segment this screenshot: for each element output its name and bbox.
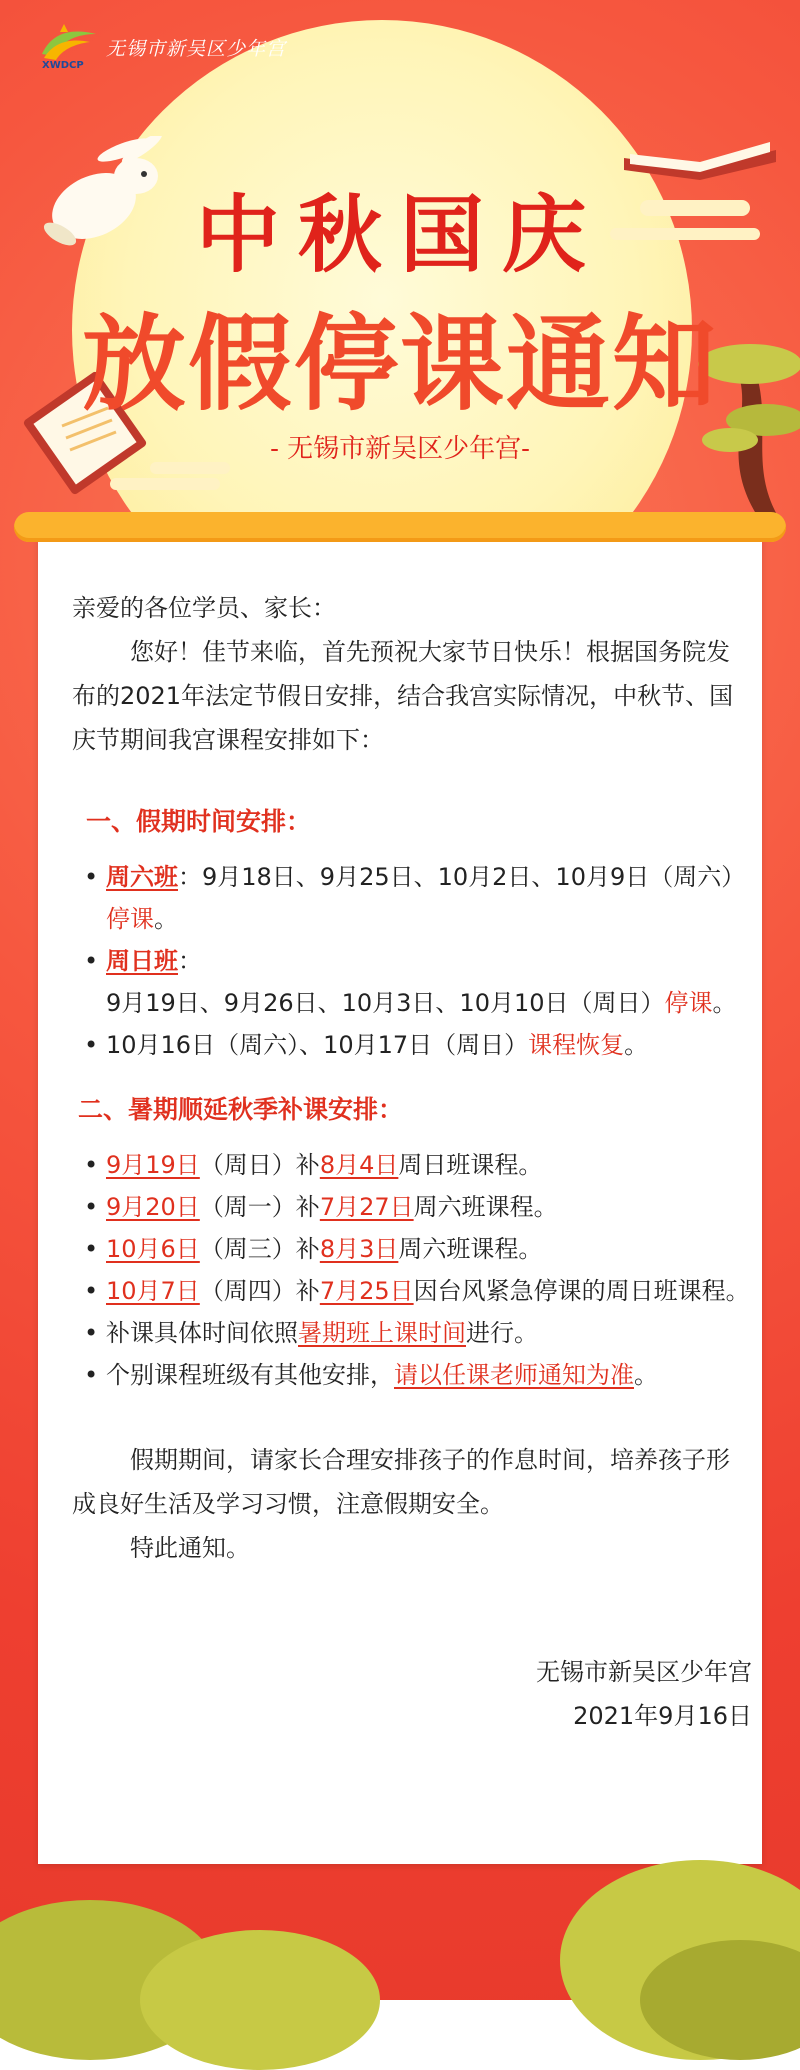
original-date-link[interactable]: 8月3日 [319,1235,399,1263]
bush-decoration [140,1930,380,2070]
weekday-text: （周三）补 [199,1235,320,1263]
end-mark: 。 [154,905,178,933]
saturday-dates: 9月18日、9月25日、10月2日、10月9日（周六） [202,863,746,891]
course-text: 周六班课程。 [413,1193,558,1221]
original-date-link[interactable]: 7月27日 [319,1193,414,1221]
note-text: 个别课程班级有其他安排， [106,1361,394,1389]
special-note: 特此通知。 [130,1534,250,1562]
logo-name: 无锡市新吴区少年宫 [106,37,287,60]
list-item [72,1228,752,1270]
list-item [72,1186,752,1228]
weekday-text: （周四）补 [199,1277,320,1305]
resume-dates: 10月16日（周六）、10月17日（周日） [106,1031,529,1059]
sunday-class-label: 周日班 [106,947,178,975]
summer-schedule-link[interactable]: 暑期班上课时间 [298,1319,466,1347]
sunday-dates: 9月19日、9月26日、10月3日、10月10日（周日） [106,989,665,1017]
separator: ： [178,947,202,975]
note-text: 。 [634,1361,658,1389]
status-text: 课程恢复 [528,1031,625,1059]
end-mark: 。 [624,1031,649,1059]
list-item [72,940,752,1024]
course-text: 周六班课程。 [398,1235,543,1263]
logo-abbr: XWDCP [42,60,84,71]
section1-list [72,856,752,1066]
end-mark: 。 [712,989,737,1017]
list-item [72,1144,752,1186]
makeup-date-link[interactable]: 10月7日 [106,1277,200,1305]
makeup-date-link[interactable]: 10月6日 [106,1235,200,1263]
subtitle: - 无锡市新吴区少年宫- [270,434,530,464]
signature: 无锡市新吴区少年宫 [536,1658,752,1686]
list-item [72,856,752,940]
makeup-date-link[interactable]: 9月19日 [106,1151,200,1179]
scroll-rod [14,512,786,542]
weekday-text: （周日）补 [199,1151,320,1179]
status-text: 停课 [106,905,154,933]
list-item [72,1312,752,1354]
weekday-text: （周一）补 [199,1193,320,1221]
saturday-class-label: 周六班 [106,863,178,891]
notice-date: 2021年9月16日 [573,1702,752,1730]
teacher-notice-link[interactable]: 请以任课老师通知为准 [394,1361,634,1389]
original-date-link[interactable]: 8月4日 [319,1151,399,1179]
note-text: 补课具体时间依照 [106,1319,298,1347]
note-text: 进行。 [466,1319,538,1347]
section2-list [72,1144,752,1396]
status-text: 停课 [664,989,713,1017]
logo-mark-icon [38,24,100,70]
greeting: 亲爱的各位学员、家长： [72,594,336,622]
list-item [72,1354,752,1396]
original-date-link[interactable]: 7月25日 [319,1277,414,1305]
section2-title: 二、暑期顺延秋季补课安排： [78,1095,404,1124]
intro-paragraph: 您好！佳节来临，首先预祝大家节日快乐！根据国务院发布的2021年法定节假日安排，结合我宫实际情况，中秋节、国庆节期间我宫课程安排如下： [72,638,734,754]
closing-paragraph: 假期期间，请家长合理安排孩子的作息时间，培养孩子形成良好生活及学习习惯，注意假期安全。 [72,1446,730,1518]
notice-content [72,586,752,1738]
list-item [72,1270,752,1312]
separator: ： [178,863,202,891]
course-text: 因台风紧急停课的周日班课程。 [413,1277,750,1305]
course-text: 周日班课程。 [398,1151,543,1179]
list-item [72,1024,752,1066]
title-line2: 放假停课通知 [81,302,718,425]
section1-title: 一、假期时间安排： [86,807,312,836]
logo [38,24,286,70]
makeup-date-link[interactable]: 9月20日 [106,1193,200,1221]
title-line1: 中秋国庆 [195,185,604,284]
